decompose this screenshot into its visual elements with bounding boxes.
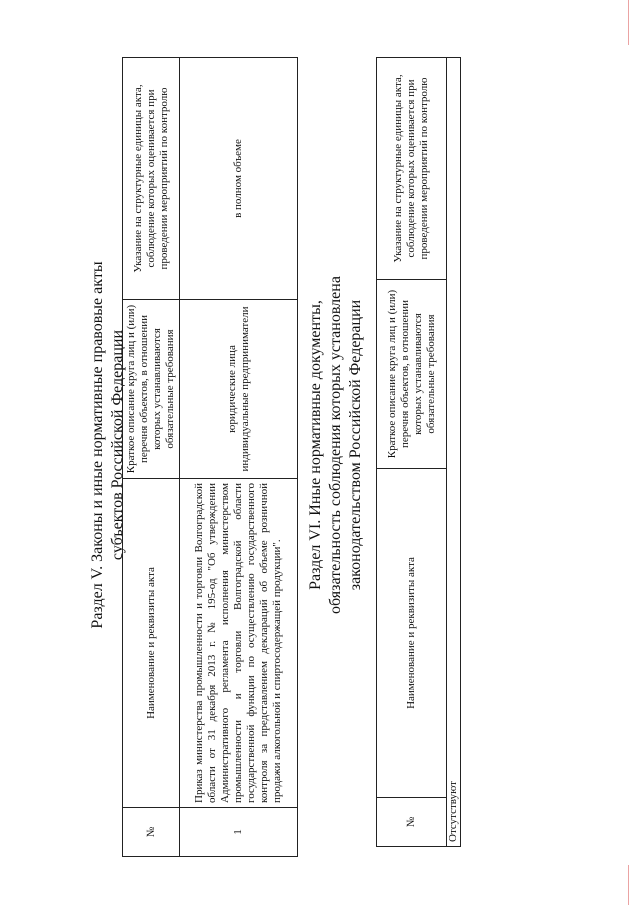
section-5-title-line1: Раздел V. Законы и иные нормативные правовые акты xyxy=(89,261,106,629)
section-6-title xyxy=(306,185,366,705)
scan-mark xyxy=(628,0,629,45)
section-6-title-line3: законодательством Российской Федерации xyxy=(347,299,364,591)
row-act-name: Приказ министерства промышленности и торговли Волгоградской области от 31 декабря 2013 г. № 195-од "Об утверждении Административного регламента исполнения министерством промышленности и торговли Волгоградской области государственной функции по осуществлению государственного контроля за представлением деклараций об объеме розничной продажи алкогольной и спиртосодержащей продукции". xyxy=(180,479,298,808)
header-name: Наименование и реквизиты акта xyxy=(377,469,447,798)
table-row xyxy=(447,58,461,847)
section-5-title-line2: субъектов Российской Федерации xyxy=(109,329,126,561)
table-header-row xyxy=(123,58,180,857)
section-6-title-line1: Раздел VI. Иные нормативные документы, xyxy=(307,300,324,590)
row-scope-line2: индивидуальные предприниматели xyxy=(238,306,251,472)
section-6-table xyxy=(376,57,461,847)
header-scope: Краткое описание круга лиц и (или) перечня объектов, в отношении которых устанавливаются обязательные требования xyxy=(123,300,180,479)
row-units: в полном объеме xyxy=(180,58,298,300)
scan-mark xyxy=(628,865,629,905)
row-scope xyxy=(180,300,298,479)
row-num: 1 xyxy=(180,808,298,857)
header-num: № xyxy=(123,808,180,857)
table-row xyxy=(180,58,298,857)
header-num: № xyxy=(377,798,447,847)
header-name: Наименование и реквизиты акта xyxy=(123,479,180,808)
table-header-row xyxy=(377,58,447,847)
section-5-table xyxy=(122,57,298,857)
empty-row-label: Отсутствуют xyxy=(447,58,461,847)
header-units: Указание на структурные единицы акта, соблюдение которых оценивается при проведении мероприятий по контролю xyxy=(123,58,180,300)
header-scope: Краткое описание круга лиц и (или) перечня объектов, в отношении которых устанавливаются обязательные требования xyxy=(377,280,447,469)
header-units: Указание на структурные единицы акта, соблюдение которых оценивается при проведении мероприятий по контролю xyxy=(377,58,447,280)
section-6-title-line2: обязательность соблюдения которых установлена xyxy=(327,276,344,614)
row-scope-line1: юридические лица xyxy=(225,345,238,433)
